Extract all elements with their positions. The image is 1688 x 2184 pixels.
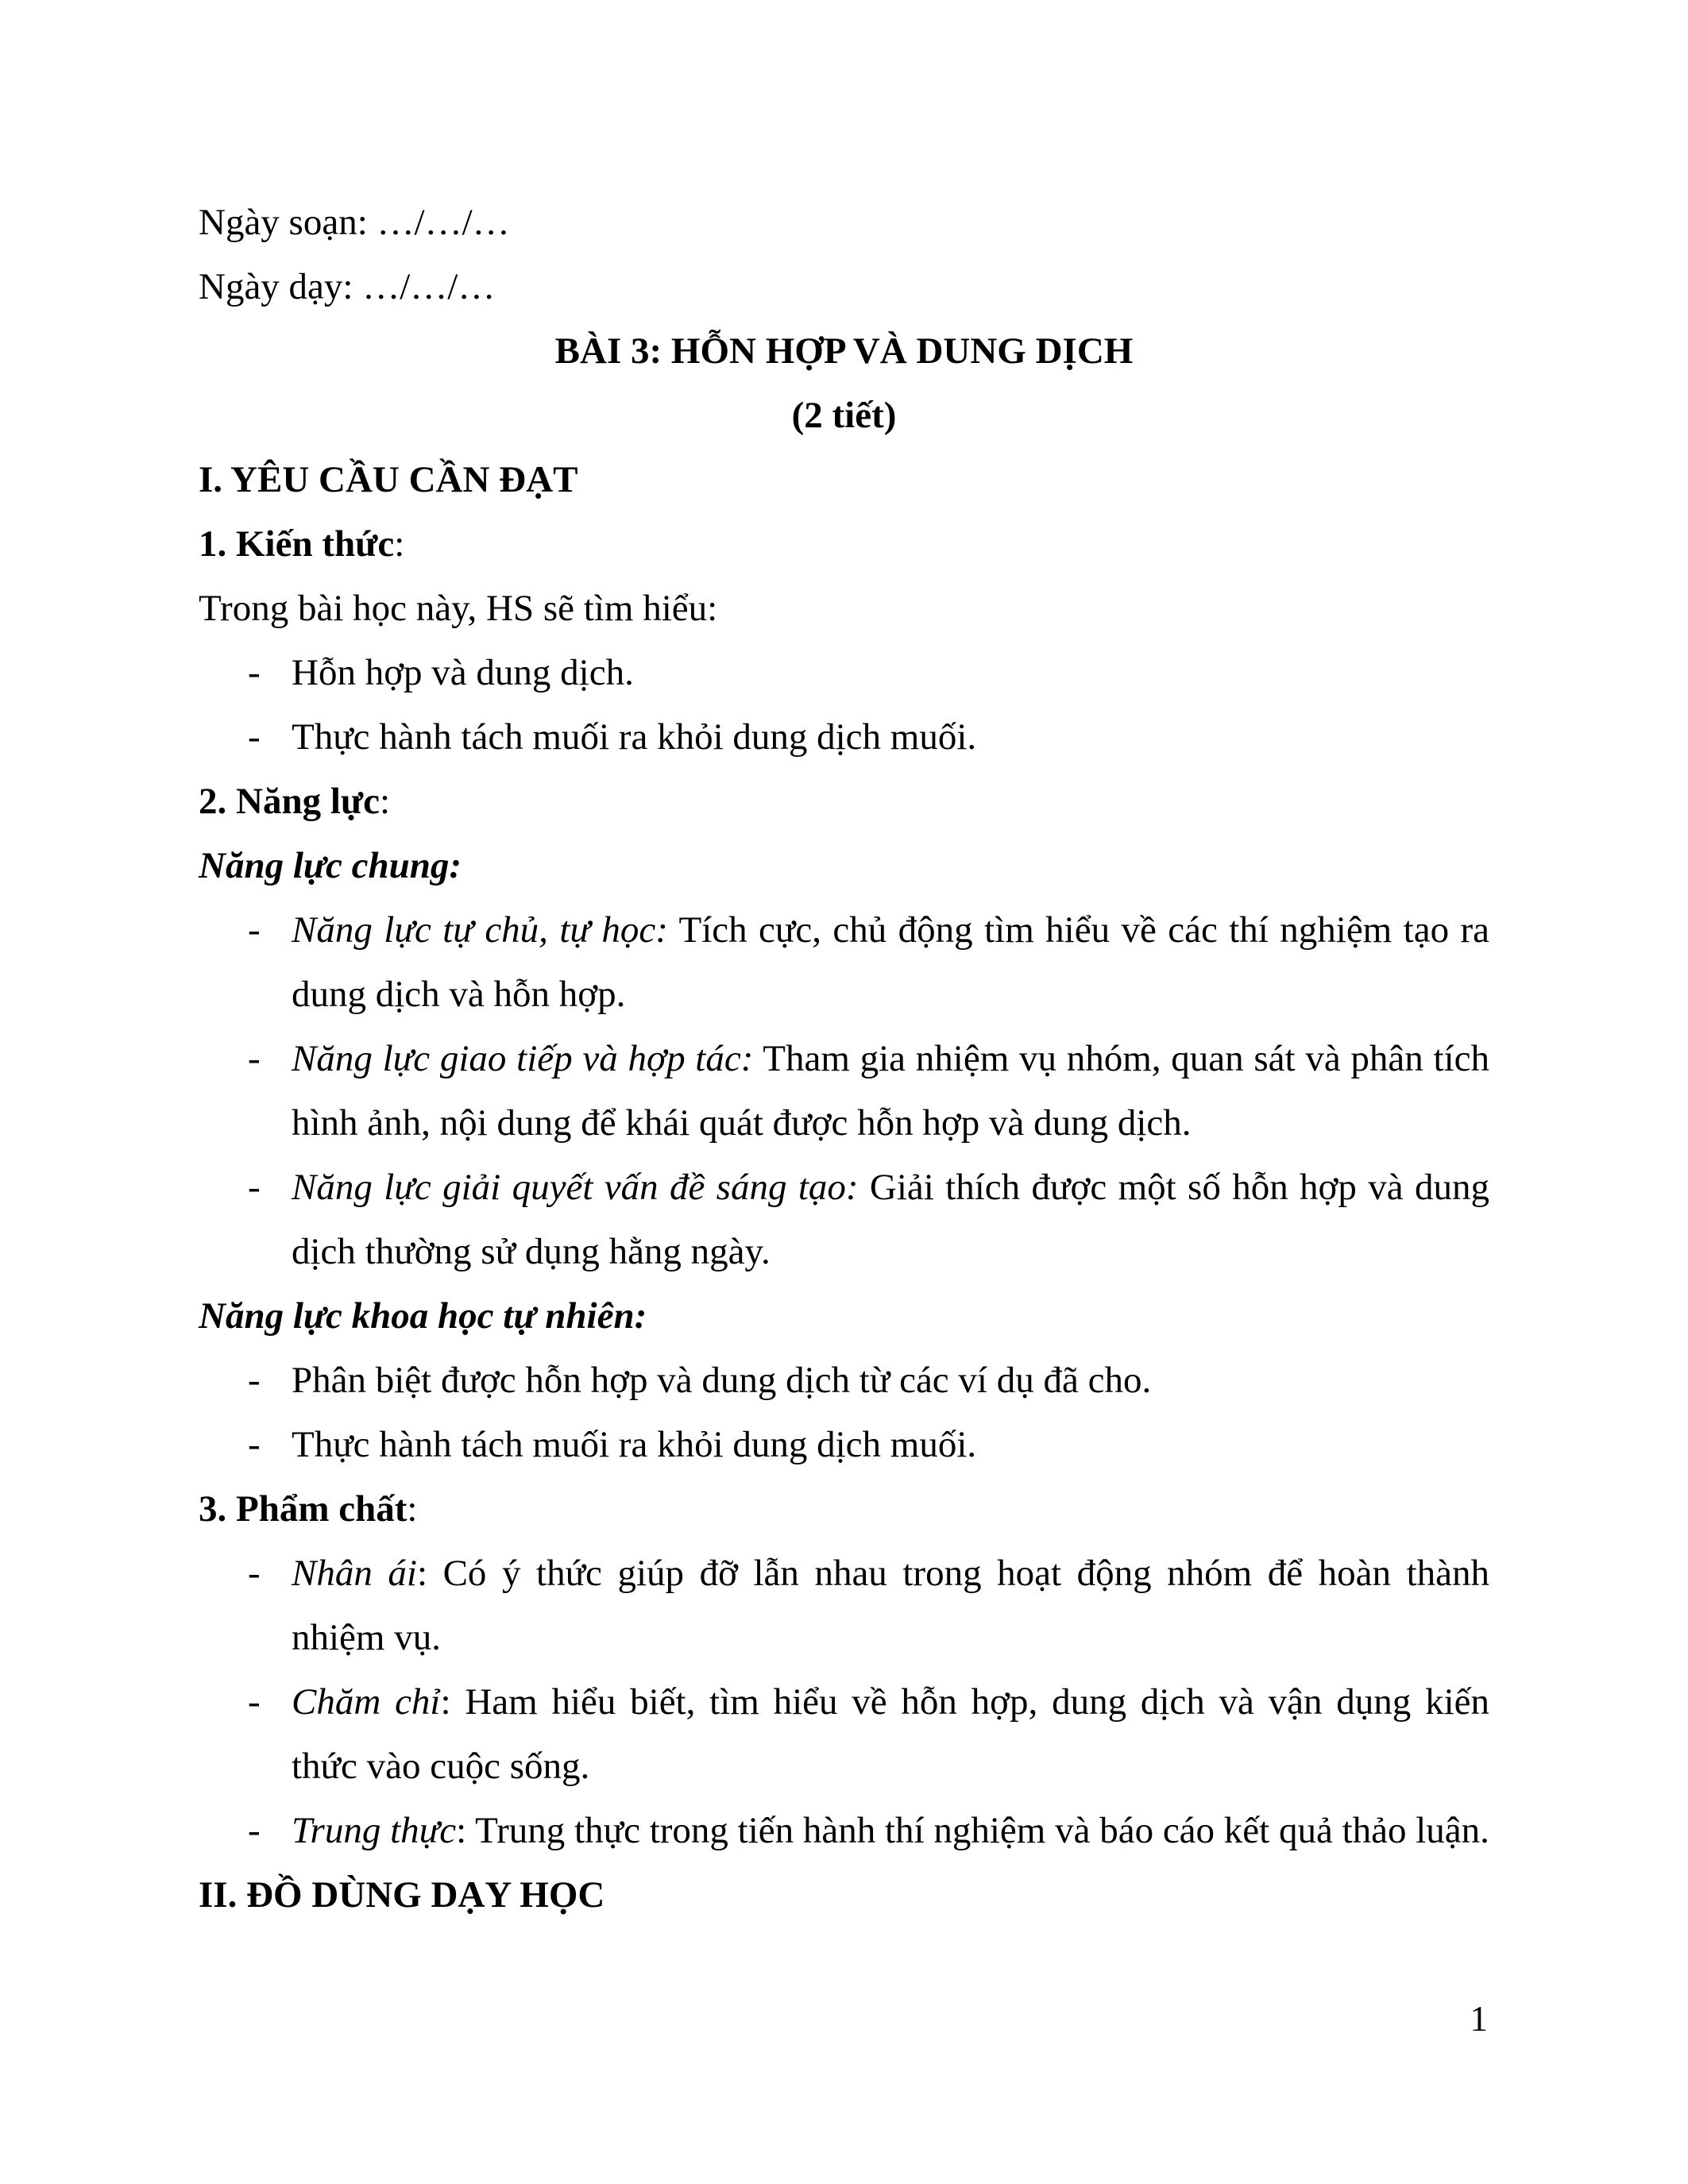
bullet-marker: - [248, 1424, 261, 1465]
list-item-text [292, 1027, 1489, 1156]
list-item-text [292, 1542, 1489, 1670]
page-number: 1 [1470, 1999, 1488, 2039]
meta-line-ngay-day: Ngày dạy: …/…/… [199, 266, 496, 307]
bullet-marker: - [248, 652, 261, 693]
bullet-marker: - [248, 1360, 261, 1401]
list-item-quality-3 [199, 1799, 1489, 1863]
list-item-text: Thực hành tách muối ra khỏi dung dịch muối. [292, 1424, 977, 1465]
meta-line-ngay-soan: Ngày soạn: …/…/… [199, 202, 510, 243]
list-item-text [292, 1156, 1489, 1284]
section-2-heading: II. ĐỒ DÙNG DẠY HỌC [199, 1874, 605, 1916]
list-item-competence-science-1 [199, 1349, 1489, 1413]
doc-subtitle: (2 tiết) [791, 395, 897, 436]
list-item-body: : Trung thực trong tiến hành thí nghiệm và báo cáo kết quả thảo luận. [456, 1810, 1489, 1851]
list-item-competence-science-2 [199, 1413, 1489, 1477]
heading-kien-thuc [199, 512, 1489, 577]
heading-pham-chat [199, 1477, 1489, 1542]
heading-nang-luc-label: 2. Năng lực [199, 781, 380, 822]
heading-nang-luc [199, 770, 1489, 834]
bullet-marker: - [248, 1553, 261, 1594]
heading-nang-luc-colon: : [379, 781, 391, 822]
list-item-competence-general-3 [199, 1156, 1489, 1284]
heading-pham-chat-colon: : [407, 1488, 418, 1530]
list-item-competence-general-2 [199, 1027, 1489, 1156]
subheading-nang-luc-khoa-hoc: Năng lực khoa học tự nhiên: [199, 1295, 647, 1337]
heading-pham-chat-label: 3. Phẩm chất [199, 1488, 408, 1530]
list-item-body: Giải thích được một số hỗn hợp và dung dịch thường sử dụng hằng ngày. [292, 1167, 1489, 1272]
list-item-quality-1 [199, 1542, 1489, 1670]
list-item-text [292, 1670, 1489, 1799]
list-item-lead: Năng lực tự chủ, tự học: [292, 909, 668, 951]
list-item-body: Tham gia nhiệm vụ nhóm, quan sát và phân tích hình ảnh, nội dung để khái quát được hỗn hợp và dung dịch. [292, 1038, 1489, 1144]
bullet-marker: - [248, 1810, 261, 1851]
list-item-body: Tích cực, chủ động tìm hiểu về các thí nghiệm tạo ra dung dịch và hỗn hợp. [292, 909, 1489, 1015]
doc-title: BÀI 3: HỖN HỢP VÀ DUNG DỊCH [554, 330, 1134, 372]
bullet-marker: - [248, 716, 261, 758]
bullet-marker: - [248, 909, 261, 951]
heading-kien-thuc-label: 1. Kiến thức [199, 523, 395, 565]
list-item-lead: Năng lực giao tiếp và hợp tác: [292, 1038, 754, 1079]
list-item-lead: Trung thực [292, 1810, 457, 1851]
list-item-lead: Năng lực giải quyết vấn đề sáng tạo: [292, 1167, 859, 1208]
list-item-knowledge-1 [199, 641, 1489, 705]
list-item-text: Hỗn hợp và dung dịch. [292, 652, 634, 693]
list-item-text: Thực hành tách muối ra khỏi dung dịch muối. [292, 716, 977, 758]
bullet-marker: - [248, 1167, 261, 1208]
list-item-competence-general-1 [199, 898, 1489, 1027]
heading-kien-thuc-colon: : [394, 523, 405, 565]
knowledge-intro: Trong bài học này, HS sẽ tìm hiểu: [199, 588, 718, 629]
list-item-body: : Ham hiểu biết, tìm hiểu về hỗn hợp, dung dịch và vận dụng kiến thức vào cuộc sống. [292, 1681, 1489, 1787]
list-item-text [292, 1799, 1489, 1863]
list-item-knowledge-2 [199, 705, 1489, 770]
list-item-lead: Nhân ái [292, 1553, 417, 1594]
list-item-lead: Chăm chỉ [292, 1681, 441, 1723]
list-item-text: Phân biệt được hỗn hợp và dung dịch từ các ví dụ đã cho. [292, 1360, 1152, 1401]
list-item-text [292, 898, 1489, 1027]
bullet-marker: - [248, 1681, 261, 1723]
subheading-nang-luc-chung: Năng lực chung: [199, 845, 462, 886]
list-item-body: : Có ý thức giúp đỡ lẫn nhau trong hoạt động nhóm để hoàn thành nhiệm vụ. [292, 1553, 1489, 1658]
bullet-marker: - [248, 1038, 261, 1079]
section-1-heading: I. YÊU CẦU CẦN ĐẠT [199, 459, 578, 500]
list-item-quality-2 [199, 1670, 1489, 1799]
